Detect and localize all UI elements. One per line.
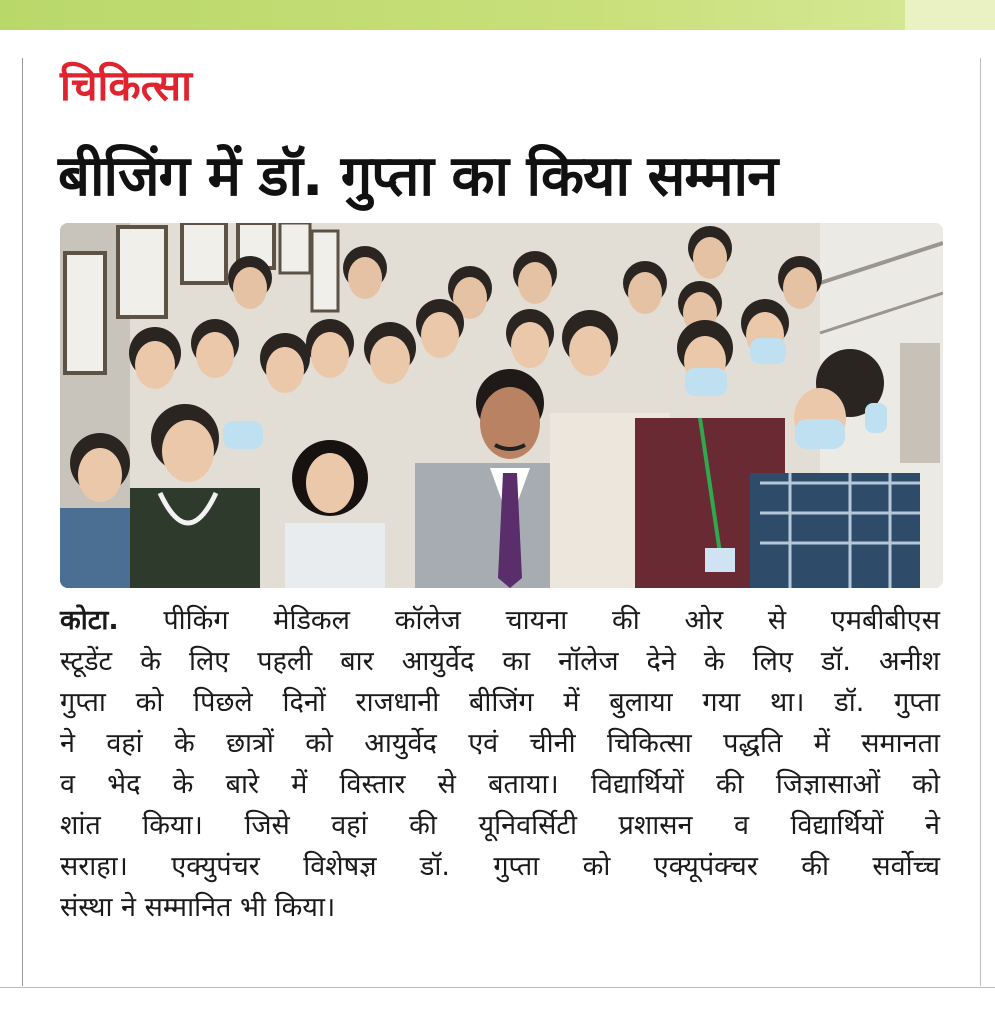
article-body xyxy=(60,600,940,928)
article-line-1 xyxy=(60,600,940,641)
article-line-4: ने वहां के छात्रों को आयुर्वेद एवं चीनी चिकित्सा पद्धति में समानता xyxy=(60,728,940,759)
article-line-2: स्टूडेंट के लिए पहली बार आयुर्वेद का नॉलेज देने के लिए डॉ. अनीश xyxy=(60,646,940,677)
headline: बीजिंग में डॉ. गुप्ता का किया सम्मान xyxy=(58,144,778,209)
article-line-1-text: पीकिंग मेडिकल कॉलेज चायना की ओर से एमबीबीएस xyxy=(118,605,940,636)
article-line-8: संस्था ने सम्मानित भी किया। xyxy=(60,892,336,923)
article-line-3: गुप्ता को पिछले दिनों राजधानी बीजिंग में बुलाया गया था। डॉ. गुप्ता xyxy=(60,687,940,718)
right-column-rule xyxy=(980,58,981,986)
article-line-5: व भेद के बारे में विस्तार से बताया। विद्यार्थियों की जिज्ञासाओं को xyxy=(60,769,940,800)
article-line-7: सराहा। एक्युपंचर विशेषज्ञ डॉ. गुप्ता को एक्यूपंक्चर की सर्वोच्च xyxy=(60,851,940,882)
bottom-rule xyxy=(0,987,995,988)
left-column-rule xyxy=(22,58,23,986)
top-color-bar-tail xyxy=(905,0,995,30)
article-line-6: शांत किया। जिसे वहां की यूनिवर्सिटी प्रशासन व विद्यार्थियों ने xyxy=(60,810,940,841)
dateline: कोटा. xyxy=(60,605,119,636)
group-photo-illustration xyxy=(60,223,943,588)
top-color-bar xyxy=(0,0,995,30)
group-photo xyxy=(60,223,943,588)
section-kicker: चिकित्सा xyxy=(60,61,192,110)
